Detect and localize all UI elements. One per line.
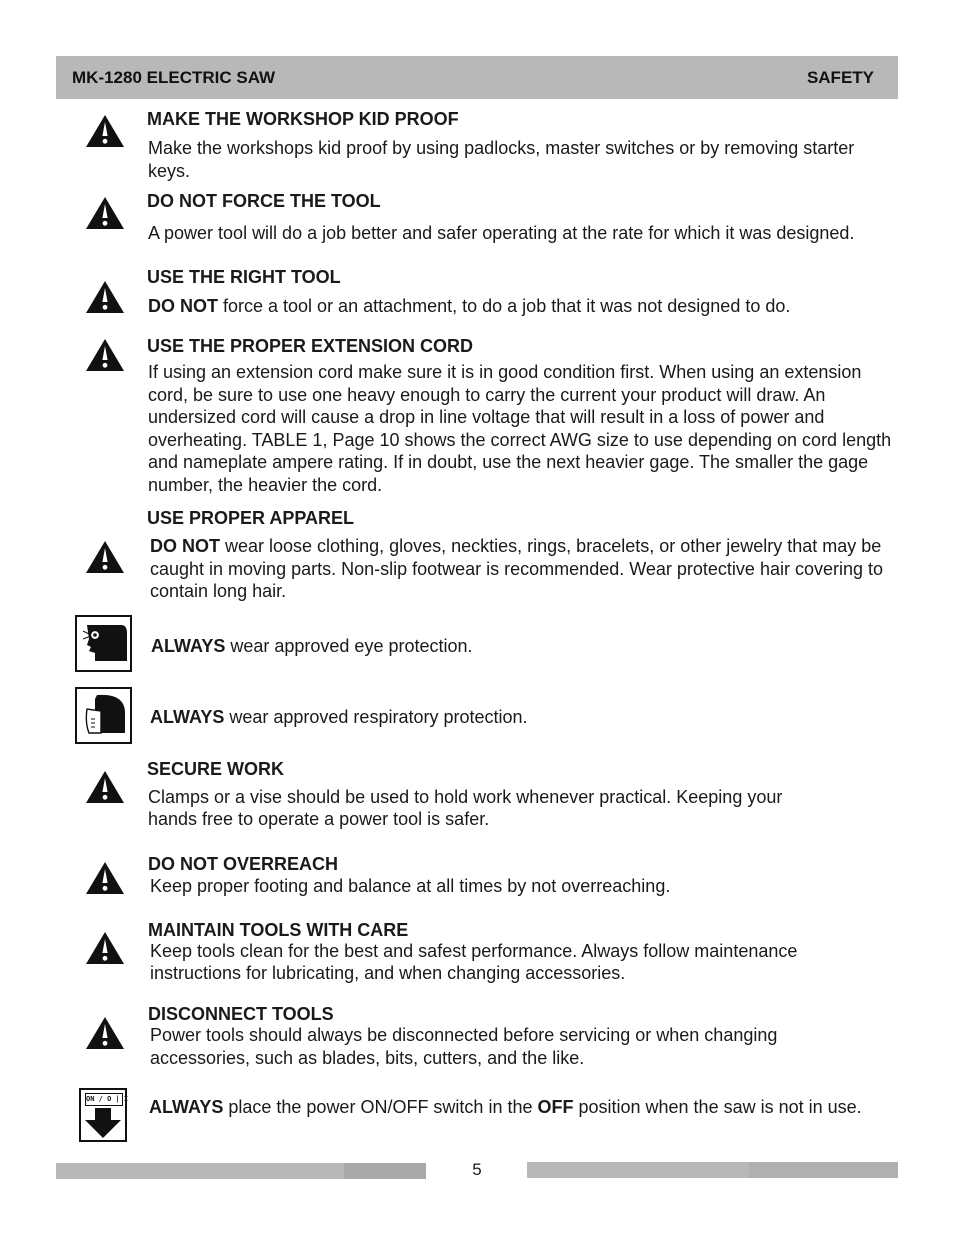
warning-icon — [85, 338, 125, 372]
emphasis-do-not: DO NOT — [148, 296, 218, 316]
section-body-respiratory — [150, 706, 850, 729]
emphasis-always: ALWAYS — [151, 636, 226, 656]
section-title-kid-proof: MAKE THE WORKSHOP KID PROOF — [147, 109, 459, 129]
emphasis-always: ALWAYS — [150, 707, 225, 727]
section-body-apparel-text: wear loose clothing, gloves, neckties, rings, bracelets, or other jewelry that may be caught in moving parts. Non-slip footwear is recommended. Wear protective hair covering to contain long hair. — [150, 536, 884, 602]
section-body-secure-work-line2: hands free to operate a power tool is safer. — [148, 809, 490, 829]
section-body-maintain-line2: instructions for lubricating, and when changing accessories. — [150, 963, 626, 983]
section-title-maintain: MAINTAIN TOOLS WITH CARE — [148, 920, 409, 940]
section-body-right-tool-text: force a tool or an attachment, to do a job that it was not designed to do. — [218, 296, 791, 316]
emphasis-do-not: DO NOT — [150, 536, 220, 556]
warning-icon — [85, 861, 125, 895]
section-body-kid-proof: Make the workshops kid proof by using padlocks, master switches or by removing starter keys. — [148, 138, 855, 181]
warning-icon — [85, 114, 125, 148]
section-body-disconnect-line1: Power tools should always be disconnected before servicing or when changing — [150, 1025, 778, 1045]
section-title-secure-work: SECURE WORK — [147, 759, 285, 779]
warning-icon — [85, 196, 125, 230]
section-title-force-tool: DO NOT FORCE THE TOOL — [147, 191, 381, 211]
footer-bar-left — [56, 1163, 426, 1179]
arrow-down-icon — [81, 1106, 125, 1140]
emphasis-off: OFF — [537, 1097, 574, 1117]
footer-bar-right — [527, 1162, 898, 1178]
switch-off-text-1: place the power ON/OFF switch in the — [223, 1097, 538, 1117]
section-body-overreach: Keep proper footing and balance at all times by not overreaching. — [150, 876, 671, 896]
eye-protection-icon — [75, 615, 132, 672]
header-model: MK-1280 ELECTRIC SAW — [72, 67, 276, 87]
power-switch-off-icon — [79, 1088, 127, 1142]
page-number: 5 — [472, 1160, 482, 1179]
warning-icon — [85, 770, 125, 804]
header-section: SAFETY — [806, 67, 874, 87]
switch-off-text-2: position when the saw is not in use. — [573, 1097, 862, 1117]
warning-icon — [85, 540, 125, 574]
switch-label: ON / O | I — [85, 1093, 123, 1106]
emphasis-always: ALWAYS — [149, 1097, 224, 1117]
section-title-right-tool: USE THE RIGHT TOOL — [147, 267, 341, 287]
section-body-right-tool — [148, 295, 898, 318]
section-title-extension-cord: USE THE PROPER EXTENSION CORD — [147, 336, 474, 356]
section-body-apparel — [150, 535, 900, 603]
section-title-apparel: USE PROPER APPAREL — [147, 508, 355, 528]
warning-icon — [85, 280, 125, 314]
section-body-respiratory-text: wear approved respiratory protection. — [224, 707, 528, 727]
section-body-eye-protection — [151, 635, 851, 658]
respirator-icon — [75, 687, 132, 744]
section-body-switch-off — [149, 1096, 862, 1119]
warning-icon — [85, 931, 125, 965]
section-body-secure-work-line1: Clamps or a vise should be used to hold work whenever practical. Keeping your — [148, 787, 783, 807]
section-body-force-tool: A power tool will do a job better and safer operating at the rate for which it was designed. — [148, 223, 855, 243]
section-body-maintain-line1: Keep tools clean for the best and safest performance. Always follow maintenance — [150, 941, 798, 961]
page-header — [56, 56, 898, 99]
section-body-disconnect-line2: accessories, such as blades, bits, cutters, and the like. — [150, 1048, 585, 1068]
warning-icon — [85, 1016, 125, 1050]
section-title-overreach: DO NOT OVERREACH — [148, 854, 339, 874]
section-body-eye-protection-text: wear approved eye protection. — [225, 636, 473, 656]
section-body-extension-cord: If using an extension cord make sure it is in good condition first. When using an extension cord, be sure to use one heavy enough to carry the current your product will draw. An undersized cord will cause a drop in line voltage that will result in a loss of power and overheating. TABLE 1, Page 10 shows the correct AWG size to use depending on cord length and nameplate ampere rating. If in doubt, use the next heavier gage. The smaller the gage number, the heavier the cord. — [148, 362, 892, 495]
section-title-disconnect: DISCONNECT TOOLS — [148, 1004, 334, 1024]
